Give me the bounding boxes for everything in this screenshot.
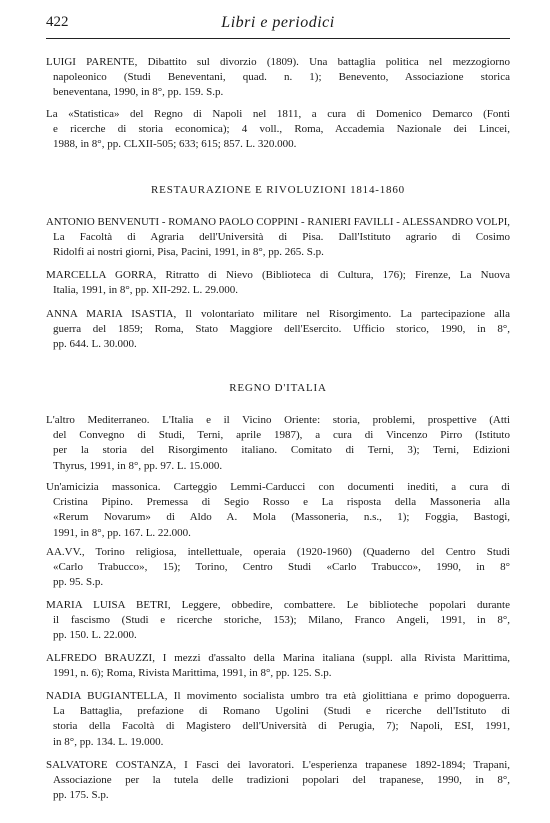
entry-line: pp. 175. S.p. [53, 789, 109, 802]
entry-line: ALFREDO BRAUZZI, I mezzi d'assalto della Marina italiana (suppl. alla Rivista Marittima, [46, 652, 510, 664]
bibliography-entry [46, 55, 510, 101]
entry-line: napoleonico (Studi Beneventani, quad. n. 1); Benevento, Associazione storica [53, 71, 510, 84]
entry-line: beneventana, 1990, in 8°, pp. 159. S.p. [53, 86, 224, 99]
entry-line: guerra del 1859; Roma, Stato Maggiore dell'Esercito. Ufficio storico, 1990, in 8°, [53, 323, 510, 336]
entry-line: SALVATORE COSTANZA, I Fasci dei lavoratori. L'esperienza trapanese 1892-1894; Trapani, [46, 759, 510, 771]
entry-line: La «Statistica» del Regno di Napoli nel 1811, a cura di Domenico Demarco (Fonti [46, 108, 510, 120]
entry-line: «Rerum Novarum» di Aldo A. Mola (Massoneria, n.s., 1); Foggia, Bastogi, [53, 511, 510, 524]
page-header [46, 14, 510, 36]
entry-line: MARIA LUISA BETRI, Leggere, obbedire, combattere. Le biblioteche popolari durante [46, 599, 510, 611]
section-heading: REGNO D'ITALIA [229, 382, 327, 394]
entry-line: del Convegno di Studi, Terni, aprile 1987), a cura di Vincenzo Pirro (Istituto [53, 429, 510, 442]
bibliography-entry [46, 545, 510, 591]
entry-line: Cristina Pipino. Premessa di Segio Rosso e La risposta della Massoneria alla [53, 496, 510, 509]
entry-line: LUIGI PARENTE, Dibattito sul divorzio (1809). Una battaglia politica nel mezzogiorno [46, 56, 510, 68]
entry-line: pp. 150. L. 22.000. [53, 629, 137, 642]
entry-line: NADIA BUGIANTELLA, Il movimento socialista umbro tra età giolittiana e primo dopoguerra. [46, 690, 510, 702]
bibliography-entry [46, 107, 510, 153]
entry-line: ANTONIO BENVENUTI - ROMANO PAOLO COPPINI - RANIERI FAVILLI - ALESSANDRO VOLPI, [46, 216, 510, 228]
section-heading: RESTAURAZIONE E RIVOLUZIONI 1814-1860 [151, 184, 405, 196]
entry-line: storia della Facoltà di Magistero dell'Università di Perugia, 7); Napoli, ESI, 1991, [53, 720, 510, 733]
entry-line: La Battaglia, prefazione di Romano Ugolini (Studi e ricerche dell'Istituto di [53, 705, 510, 718]
entry-line: Thyrus, 1991, in 8°, pp. 97. L. 15.000. [53, 459, 223, 472]
entry-line: Italia, 1991, in 8°, pp. XII-292. L. 29.000. [53, 284, 238, 297]
entry-line: per la storia del Risorgimento italiano. Comitato di Terni, 3); Terni, Edizioni [53, 444, 510, 457]
bibliography-entry [46, 598, 510, 644]
entry-line: 1991, n. 6); Roma, Rivista Marittima, 1991, in 8°, pp. 125. S.p. [53, 667, 332, 680]
entry-line: «Carlo Trabucco», 15); Torino, Centro Studi «Carlo Trabucco», 1990, in 8° [53, 561, 510, 574]
header-rule [46, 38, 510, 39]
entry-line: il fascismo (Studi e ricerche storiche, 153); Milano, Franco Angeli, 1991, in 8°, [53, 614, 510, 627]
entry-line: Ridolfi ai nostri giorni, Pisa, Pacini, 1991, in 8°, pp. 265. S.p. [53, 246, 324, 259]
entry-line: MARCELLA GORRA, Ritratto di Nievo (Biblioteca di Cultura, 176); Firenze, La Nuova [46, 269, 510, 281]
entry-line: Un'amicizia massonica. Carteggio Lemmi-Carducci con documenti inediti, a cura di [46, 481, 510, 493]
entry-line: 1988, in 8°, pp. CLXII-505; 633; 615; 857. L. 320.000. [53, 138, 297, 151]
bibliography-entry [46, 651, 510, 681]
entry-line: e ricerche di storia economica); 4 voll., Roma, Accademia Nazionale dei Lincei, [53, 123, 510, 136]
entry-line: AA.VV., Torino religiosa, intellettuale, operaia (1920-1960) (Quaderno del Centro Studi [46, 546, 510, 558]
running-title: Libri e periodici [221, 14, 335, 31]
bibliography-entry [46, 307, 510, 353]
entry-line: pp. 644. L. 30.000. [53, 338, 137, 351]
bibliography-entry [46, 268, 510, 298]
entry-line: in 8°, pp. 134. L. 19.000. [53, 735, 164, 748]
bibliography-entry [46, 758, 510, 804]
entry-line: 1991, in 8°, pp. 167. L. 22.000. [53, 526, 191, 539]
entry-line: La Facoltà di Agraria dell'Università di Pisa. Dall'Istituto agrario di Cosimo [53, 231, 510, 244]
entry-line: ANNA MARIA ISASTIA, Il volontariato militare nel Risorgimento. La partecipazione alla [46, 308, 510, 320]
entry-line: Associazione per la tutela delle tradizioni popolari del trapanese, 1990, in 8°, [53, 774, 510, 787]
entry-line: pp. 95. S.p. [53, 576, 104, 589]
bibliography-entry [46, 689, 510, 750]
entry-line: L'altro Mediterraneo. L'Italia e il Vicino Oriente: storia, problemi, prospettive (Atti [46, 414, 510, 426]
bibliography-entry [46, 480, 510, 541]
bibliography-entry [46, 215, 510, 261]
bibliography-entry [46, 413, 510, 474]
page-number: 422 [46, 14, 69, 30]
